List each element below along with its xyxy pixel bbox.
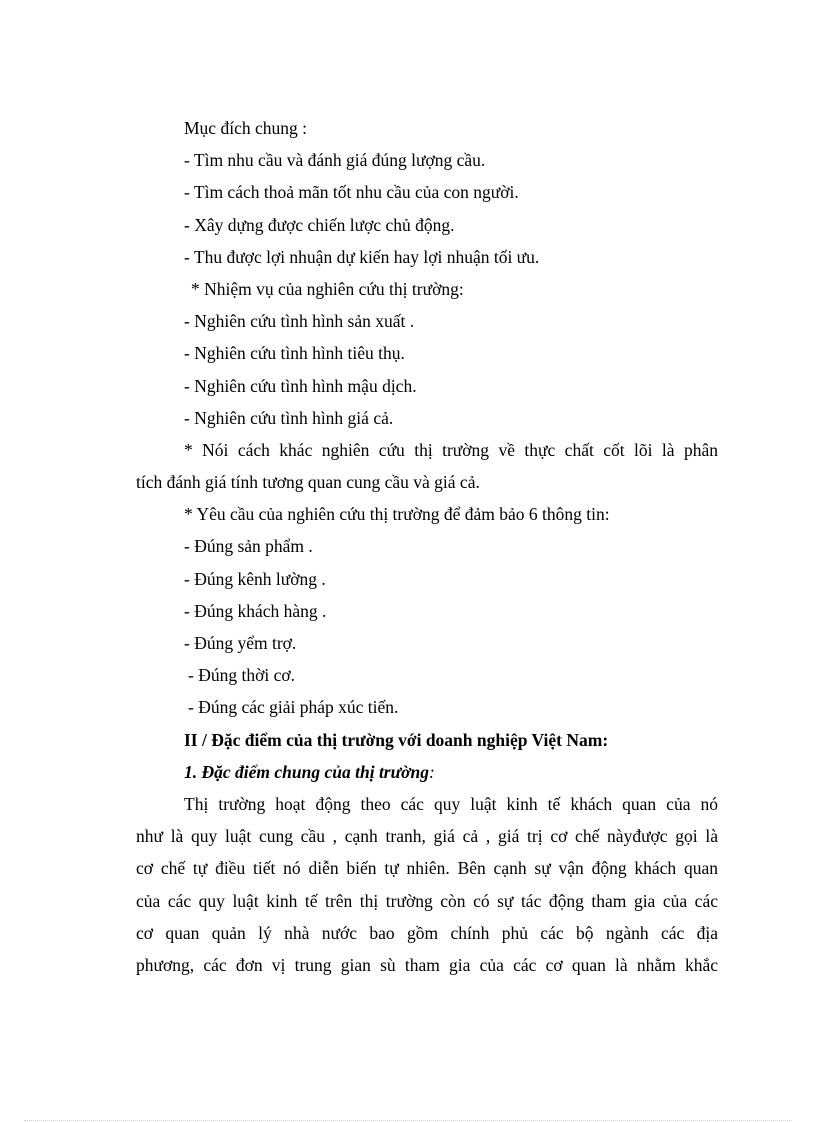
list-item: - Đúng khách hàng .: [184, 600, 327, 621]
section-label: * Nhiệm vụ của nghiên cứu thị trường:: [191, 278, 464, 299]
list-item: - Đúng các giải pháp xúc tiến.: [188, 697, 399, 718]
list-item: - Nghiên cứu tình hình giá cả.: [184, 407, 394, 428]
page-bottom-divider: [24, 1120, 792, 1121]
list-item: - Xây dựng được chiến lược chủ động.: [184, 214, 455, 235]
section-label: * Yêu cầu của nghiên cứu thị trường để đảm bảo 6 thông tin:: [184, 504, 610, 525]
paragraph-line: Thị trường hoạt động theo các quy luật kinh tế khách quan của nó: [184, 793, 718, 814]
list-item: - Nghiên cứu tình hình tiêu thụ.: [184, 343, 405, 364]
paragraph-line: cơ chế tự điều tiết nó diễn biến tự nhiên. Bên cạnh sự vận động khách quan: [136, 858, 718, 879]
document-body: [136, 112, 718, 981]
paragraph-line: như là quy luật cung cầu , cạnh tranh, giá cả , giá trị cơ chế nàyđược gọi là: [136, 826, 718, 847]
paragraph-line: phương, các đơn vị trung gian sù tham gia của các cơ quan là nhằm khắc: [136, 954, 718, 975]
subsection-heading-colon: :: [428, 761, 435, 782]
paragraph-line: cơ quan quản lý nhà nước bao gồm chính phủ các bộ ngành các địa: [136, 922, 718, 943]
list-item: - Đúng kênh lường .: [184, 568, 326, 589]
list-item: - Đúng yểm trợ.: [184, 633, 297, 653]
text-line: Mục đích chung :: [184, 118, 307, 138]
subsection-heading-text: 1. Đặc điểm chung của thị trường: [184, 761, 429, 782]
list-item: - Nghiên cứu tình hình sản xuất .: [184, 311, 415, 332]
list-item: - Tìm nhu cầu và đánh giá đúng lượng cầu.: [184, 150, 486, 171]
list-item: - Thu được lợi nhuận dự kiến hay lợi nhuận tối ưu.: [184, 246, 540, 267]
list-item: - Nghiên cứu tình hình mậu dịch.: [184, 375, 417, 396]
paragraph-line: * Nói cách khác nghiên cứu thị trường về thực chất cốt lõi là phân: [184, 439, 718, 460]
list-item: - Đúng thời cơ.: [188, 665, 295, 686]
paragraph-line: tích đánh giá tính tương quan cung cầu và giá cả.: [136, 472, 480, 493]
list-item: - Tìm cách thoả mãn tốt nhu cầu của con người.: [184, 182, 519, 203]
paragraph-line: của các quy luật kinh tế trên thị trường còn có sự tác động tham gia của các: [136, 890, 718, 911]
section-heading: II / Đặc điểm của thị trường với doanh nghiệp Việt Nam:: [184, 729, 609, 750]
subsection-heading: [136, 756, 718, 788]
list-item: - Đúng sản phẩm .: [184, 536, 313, 557]
